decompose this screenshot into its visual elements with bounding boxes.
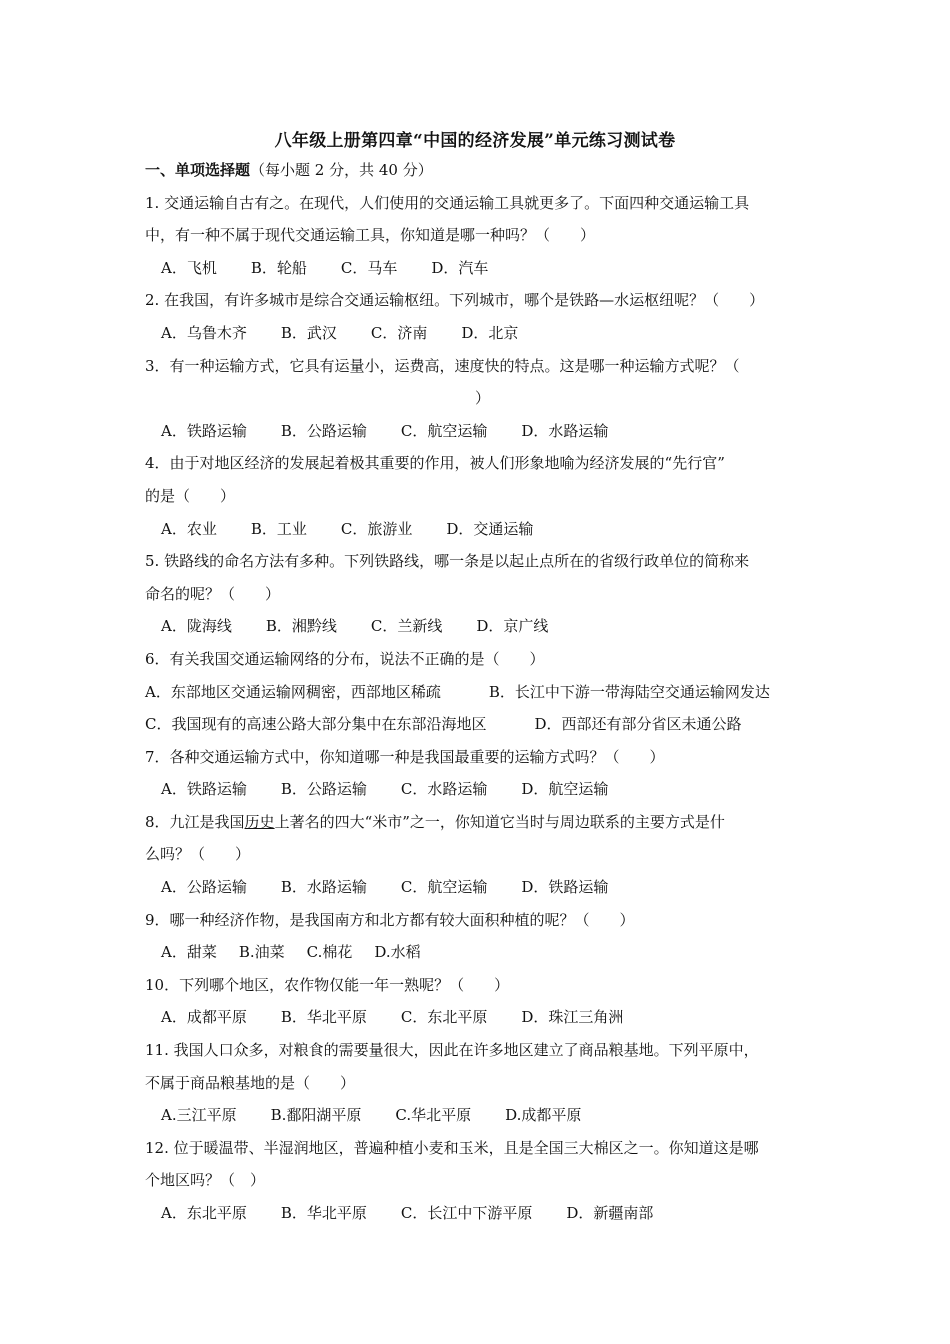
q3-option-c[interactable]: C．航空运输 xyxy=(400,421,488,440)
q3-option-a[interactable]: A．铁路运输 xyxy=(161,421,247,440)
q5-stem-1: 5. 铁路线的命名方法有多种。下列铁路线，哪一条是以起止点所在的省级行政单位的简称来 xyxy=(145,552,750,571)
q12-options xyxy=(145,1197,810,1230)
q12-stem-1: 12. 位于暖温带、半湿润地区，普遍种植小麦和玉米，且是全国三大棉区之一。你知道这是哪 xyxy=(145,1138,759,1157)
q10-option-b[interactable]: B．华北平原 xyxy=(280,1008,367,1027)
question-list xyxy=(145,154,810,1230)
q8-stem-2: 么吗？（ ） xyxy=(145,845,251,864)
q10-option-c[interactable]: C．东北平原 xyxy=(400,1008,488,1027)
q7-option-b[interactable]: B．公路运输 xyxy=(280,780,367,799)
q6-option-c[interactable]: C．我国现有的高速公路大部分集中在东部沿海地区 xyxy=(145,715,487,734)
q10-option-d[interactable]: D．珠江三角洲 xyxy=(521,1008,624,1027)
q11-option-a[interactable]: A.三江平原 xyxy=(161,1106,237,1125)
q11-option-d[interactable]: D.成都平原 xyxy=(505,1106,582,1125)
q1-option-c[interactable]: C．马车 xyxy=(340,258,398,277)
q6-stem-1: 6．有关我国交通运输网络的分布，说法不正确的是（ ） xyxy=(145,649,545,668)
q10-option-a[interactable]: A．成都平原 xyxy=(161,1008,247,1027)
q12-stem-2: 个地区吗？（ ） xyxy=(145,1171,266,1190)
q8-option-d[interactable]: D．铁路运输 xyxy=(521,878,609,897)
q4-options xyxy=(145,513,810,546)
q8-underlined-link[interactable]: 历史 xyxy=(244,812,275,831)
q9-option-d[interactable]: D.水稻 xyxy=(374,943,421,962)
q2-option-a[interactable]: A．乌鲁木齐 xyxy=(161,323,247,342)
q9-options xyxy=(145,936,810,969)
q6-options-row2 xyxy=(145,708,810,741)
q6-options-row1 xyxy=(145,676,810,709)
q1-option-a[interactable]: A．飞机 xyxy=(161,258,217,277)
q7-option-a[interactable]: A．铁路运输 xyxy=(161,780,247,799)
q7-option-d[interactable]: D．航空运输 xyxy=(521,780,609,799)
q9-option-a[interactable]: A．甜菜 xyxy=(161,943,217,962)
q5-option-a[interactable]: A．陇海线 xyxy=(161,617,232,636)
q12-option-b[interactable]: B．华北平原 xyxy=(280,1204,367,1222)
q11-option-b[interactable]: B.鄱阳湖平原 xyxy=(270,1106,362,1125)
q10-stem-1: 10．下列哪个地区，农作物仅能一年一熟呢？（ ） xyxy=(145,975,510,994)
q6-option-b[interactable]: B．长江中下游一带海陆空交通运输网发达 xyxy=(488,682,770,701)
q5-option-d[interactable]: D．京广线 xyxy=(476,617,549,636)
q10-options xyxy=(145,1001,810,1034)
q6-option-d[interactable]: D．西部还有部分省区未通公路 xyxy=(534,715,742,734)
q12-option-d[interactable]: D．新疆南部 xyxy=(566,1204,654,1222)
q1-stem-2: 中，有一种不属于现代交通运输工具，你知道是哪一种吗？（ ） xyxy=(145,226,596,245)
q1-options xyxy=(145,252,810,285)
section-title: 一、单项选择题 xyxy=(145,161,251,179)
q4-option-d[interactable]: D．交通运输 xyxy=(446,519,534,538)
q8-options xyxy=(145,871,810,904)
q4-option-a[interactable]: A．农业 xyxy=(161,519,217,538)
q2-option-b[interactable]: B．武汉 xyxy=(280,323,337,342)
q12-option-c[interactable]: C．长江中下游平原 xyxy=(400,1204,533,1222)
q1-stem-1: 1. 交通运输自古有之。在现代，人们使用的交通运输工具就更多了。下面四种交通运输工具 xyxy=(145,193,750,212)
q3-options xyxy=(145,415,810,448)
q3-option-d[interactable]: D．水路运输 xyxy=(521,421,609,440)
q11-stem-2: 不属于商品粮基地的是（ ） xyxy=(145,1073,356,1092)
q1-option-d[interactable]: D．汽车 xyxy=(431,258,489,277)
q8-option-c[interactable]: C．航空运输 xyxy=(400,878,488,897)
q2-option-c[interactable]: C．济南 xyxy=(370,323,428,342)
q2-stem-1: 2. 在我国，有许多城市是综合交通运输枢纽。下列城市，哪个是铁路—水运枢纽呢？（ ） xyxy=(145,291,765,310)
q5-option-b[interactable]: B．湘黔线 xyxy=(265,617,337,636)
q7-stem-1: 7．各种交通运输方式中，你知道哪一种是我国最重要的运输方式吗？（ ） xyxy=(145,747,665,766)
q8-stem-post: 上著名的四大“米市”之一，你知道它当时与周边联系的主要方式是什 xyxy=(274,812,725,831)
q8-stem-1 xyxy=(145,806,810,839)
q11-option-c[interactable]: C.华北平原 xyxy=(395,1106,472,1125)
q4-option-b[interactable]: B．工业 xyxy=(250,519,307,538)
q6-option-a[interactable]: A．东部地区交通运输网稠密，西部地区稀疏 xyxy=(145,682,441,701)
q5-options xyxy=(145,610,810,643)
q9-option-c[interactable]: C.棉花 xyxy=(306,943,353,962)
q9-stem-1: 9．哪一种经济作物，是我国南方和北方都有较大面积种植的呢？（ ） xyxy=(145,910,635,929)
q11-options xyxy=(145,1099,810,1132)
q3-stem-1: 3．有一种运输方式，它具有运量小，运费高，速度快的特点。这是哪一种运输方式呢？（ xyxy=(145,356,740,375)
q11-stem-1: 11. 我国人口众多，对粮食的需要量很大，因此在许多地区建立了商品粮基地。下列平原中， xyxy=(145,1041,759,1060)
q9-option-b[interactable]: B.油菜 xyxy=(238,943,285,962)
q8-stem-pre: 8．九江是我国 xyxy=(145,812,245,831)
q3-option-b[interactable]: B．公路运输 xyxy=(280,421,367,440)
q1-option-b[interactable]: B．轮船 xyxy=(250,258,307,277)
q7-option-c[interactable]: C．水路运输 xyxy=(400,780,488,799)
q12-option-a[interactable]: A．东北平原 xyxy=(161,1204,247,1222)
section-heading xyxy=(145,154,810,187)
q8-option-b[interactable]: B．水路运输 xyxy=(280,878,367,897)
q2-options xyxy=(145,317,810,350)
q5-option-c[interactable]: C．兰新线 xyxy=(370,617,443,636)
q4-stem-1: 4．由于对地区经济的发展起着极其重要的作用，被人们形象地喻为经济发展的“先行官” xyxy=(145,454,725,473)
q2-option-d[interactable]: D．北京 xyxy=(461,323,519,342)
section-note: （每小题 2 分，共 40 分） xyxy=(250,161,433,179)
q4-stem-2: 的是（ ） xyxy=(145,486,236,505)
q3-stem-2: ） xyxy=(475,389,491,408)
q4-option-c[interactable]: C．旅游业 xyxy=(340,519,413,538)
q7-options xyxy=(145,773,810,806)
page-title: 八年级上册第四章“中国的经济发展”单元练习测试卷 xyxy=(274,131,676,151)
q5-stem-2: 命名的呢？（ ） xyxy=(145,584,281,603)
q8-option-a[interactable]: A．公路运输 xyxy=(161,878,247,897)
